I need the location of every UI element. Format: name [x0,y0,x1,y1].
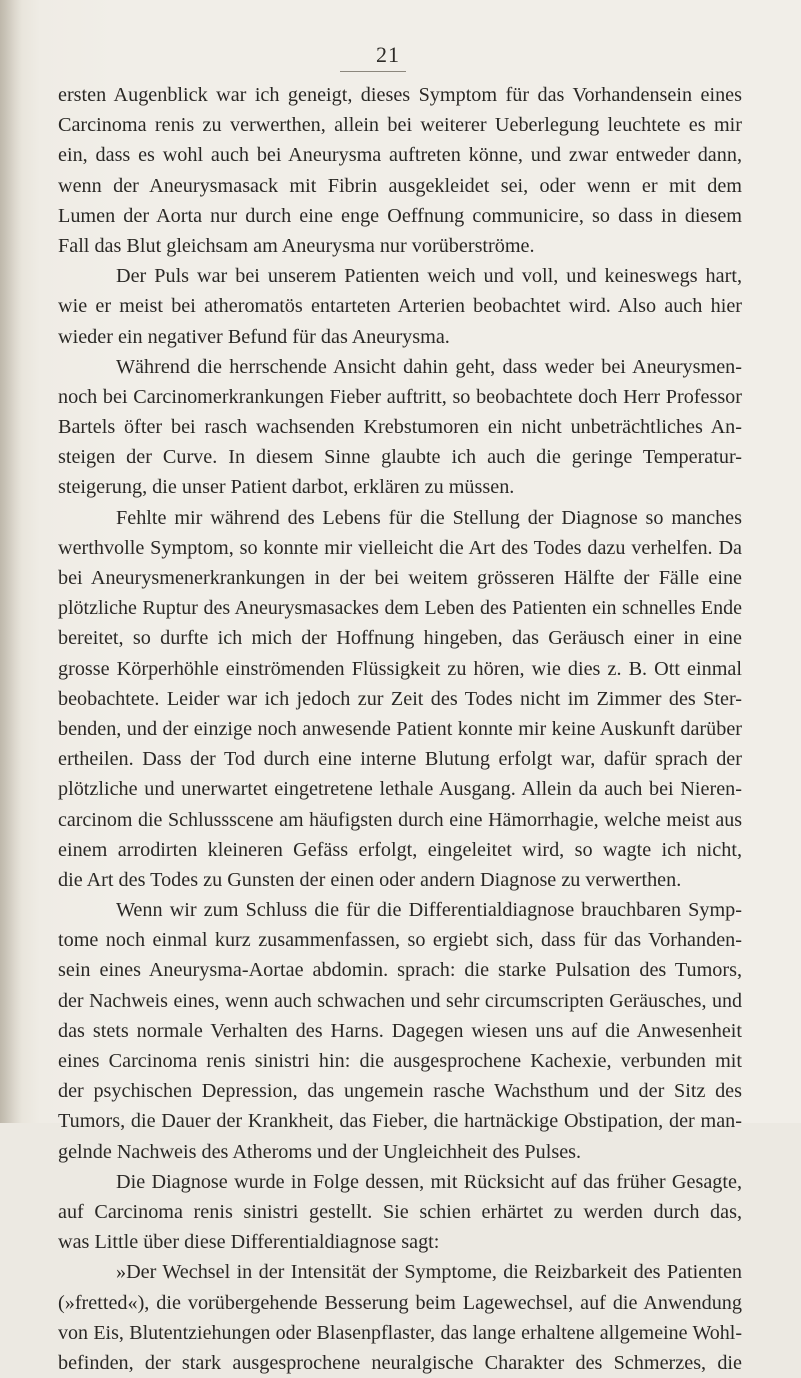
text-line: der psychischen Depression, das ungemein rasche Wachsthum und der Sitz des [58,1080,742,1103]
text-line: bei Aneurysmenerkrankungen in der bei weitem grösseren Hälfte der Fälle eine [58,567,742,589]
text-line: eines Carcinoma renis sinistri hin: die ausgesprochene Kachexie, verbunden mit [58,1050,742,1072]
text-line: wie er meist bei atheromatös entarteten Arterien beobachtet wird. Also auch hier [58,295,742,318]
text-line: steigerung, die unser Patient darbot, erklären zu müssen. [58,476,515,499]
text-line: auf Carcinoma renis sinistri gestellt. Sie schien erhärtet zu werden durch das, [58,1200,742,1223]
text-line: Tumors, die Dauer der Krankheit, das Fieber, die hartnäckige Obstipation, der man- [58,1110,742,1133]
text-line: von Eis, Blutentziehungen oder Blasenpflaster, das lange erhaltene allgemeine Wohl- [58,1321,742,1344]
text-line: Fall das Blut gleichsam am Aneurysma nur vorüberströme. [58,234,535,257]
text-line: tome noch einmal kurz zusammenfassen, so ergiebt sich, dass für das Vorhanden- [58,929,742,952]
text-line: steigen der Curve. In diesem Sinne glaubte ich auch die geringe Temperatur- [58,446,742,469]
text-line: Fehlte mir während des Lebens für die Stellung der Diagnose so manches [116,506,742,529]
page-number: 21 [376,42,400,67]
text-line: Bartels öfter bei rasch wachsenden Krebstumoren ein nicht unbeträchtliches An- [58,416,742,439]
text-line: die Art des Todes zu Gunsten der einen oder andern Diagnose zu verwerthen. [58,868,682,891]
text-line: wieder ein negativer Befund für das Aneurysma. [58,325,450,348]
text-line: Der Puls war bei unserem Patienten weich und voll, und keineswegs hart, [116,265,742,288]
text-line: Die Diagnose wurde in Folge dessen, mit Rücksicht auf das früher Gesagte, [116,1170,742,1193]
text-line: ersten Augenblick war ich geneigt, dieses Symptom für das Vorhandensein eines [58,84,742,106]
text-line: plötzliche Ruptur des Aneurysmasackes dem Leben des Patienten ein schnelles Ende [58,597,742,620]
text-line: carcinom die Schlussscene am häufigsten durch eine Hämorrhagie, welche meist aus [58,808,742,831]
text-line: befinden, der stark ausgesprochene neuralgische Charakter des Schmerzes, die [58,1351,742,1374]
text-line: Lumen der Aorta nur durch eine enge Oeffnung communicire, so dass in diesem [58,204,742,227]
text-line: noch bei Carcinomerkrankungen Fieber auftritt, so beobachtete doch Herr Professor [58,385,742,408]
body-text [58,80,742,1378]
text-line: Wenn wir zum Schluss die für die Differentialdiagnose brauchbaren Symp- [116,899,742,922]
text-line: Carcinoma renis zu verwerthen, allein bei weiterer Ueberlegung leuchtete es mir [58,114,742,137]
text-line: grosse Körperhöhle einströmenden Flüssigkeit zu hören, wie dies z. B. Ott einmal [58,657,742,680]
text-line: sein eines Aneurysma-Aortae abdomin. sprach: die starke Pulsation des Tumors, [58,959,742,982]
text-line: benden, und der einzige noch anwesende Patient konnte mir keine Auskunft darüber [58,717,742,740]
text-line: Während die herrschende Ansicht dahin geht, dass weder bei Aneurysmen- [116,355,742,378]
text-line: beobachtete. Leider war ich jedoch zur Zeit des Todes nicht im Zimmer des Ster- [58,687,742,710]
text-line: ertheilen. Dass der Tod durch eine interne Blutung erfolgt war, dafür sprach der [58,748,742,771]
text-line: der Nachweis eines, wenn auch schwachen und sehr circumscripten Geräusches, und [58,989,742,1012]
text-line: »Der Wechsel in der Intensität der Symptome, die Reizbarkeit des Patienten [116,1261,742,1284]
page-gutter-shadow [0,0,22,1123]
text-line: plötzliche und unerwartet eingetretene lethale Ausgang. Allein da auch bei Nieren- [58,778,742,801]
text-line: einem arrodirten kleineren Gefäss erfolgt, eingeleitet wird, so wagte ich nicht, [58,838,742,861]
page-number-rule [340,71,406,72]
text-line: (»fretted«), die vorübergehende Besserung beim Lagewechsel, auf die Anwendung [58,1291,742,1314]
text-line: das stets normale Verhalten des Harns. Dagegen wiesen uns auf die Anwesenheit [58,1019,742,1042]
text-line: bereitet, so durfte ich mich der Hoffnung hingeben, das Geräusch einer in eine [58,627,742,650]
text-line: ein, dass es wohl auch bei Aneurysma auftreten könne, und zwar entweder dann, [58,144,742,167]
text-line: was Little über diese Differentialdiagnose sagt: [58,1231,440,1254]
text-line: werthvolle Symptom, so konnte mir vielleicht die Art des Todes dazu verhelfen. Da [58,536,742,559]
text-line: wenn der Aneurysmasack mit Fibrin ausgekleidet sei, oder wenn er mit dem [58,174,742,197]
text-line: gelnde Nachweis des Atheroms und der Ungleichheit des Pulses. [58,1140,582,1163]
